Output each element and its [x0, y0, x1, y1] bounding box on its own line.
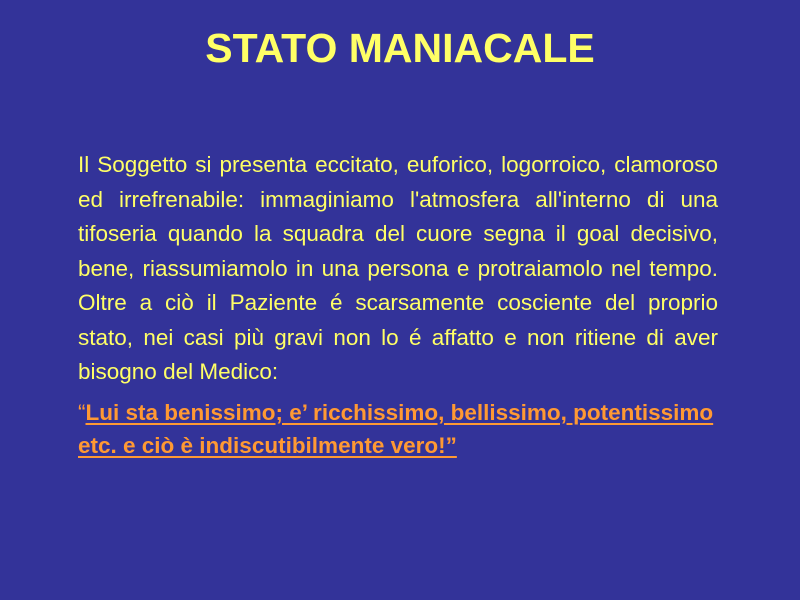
quote-paragraph — [78, 396, 718, 462]
slide-body — [78, 148, 718, 462]
slide-title: STATO MANIACALE — [205, 25, 595, 71]
quote-text: Lui sta benissimo; e’ ricchissimo, bellissimo, potentissimo etc. e ciò è indiscutibilmente vero!” — [78, 399, 714, 458]
body-paragraph: Il Soggetto si presenta eccitato, euforico, logorroico, clamoroso ed irrefrenabile: immaginiamo l'atmosfera all'interno di una tifoseria quando la squadra del cuore segna il goal decisivo, bene, riassumiamolo in una persona e protraiamolo nel tempo. Oltre a ciò il Paziente é scarsamente cosciente del proprio stato, nei casi più gravi non lo é affatto e non ritiene di aver bisogno del Medico: — [78, 152, 718, 384]
quote-open-mark: “ — [78, 399, 86, 425]
